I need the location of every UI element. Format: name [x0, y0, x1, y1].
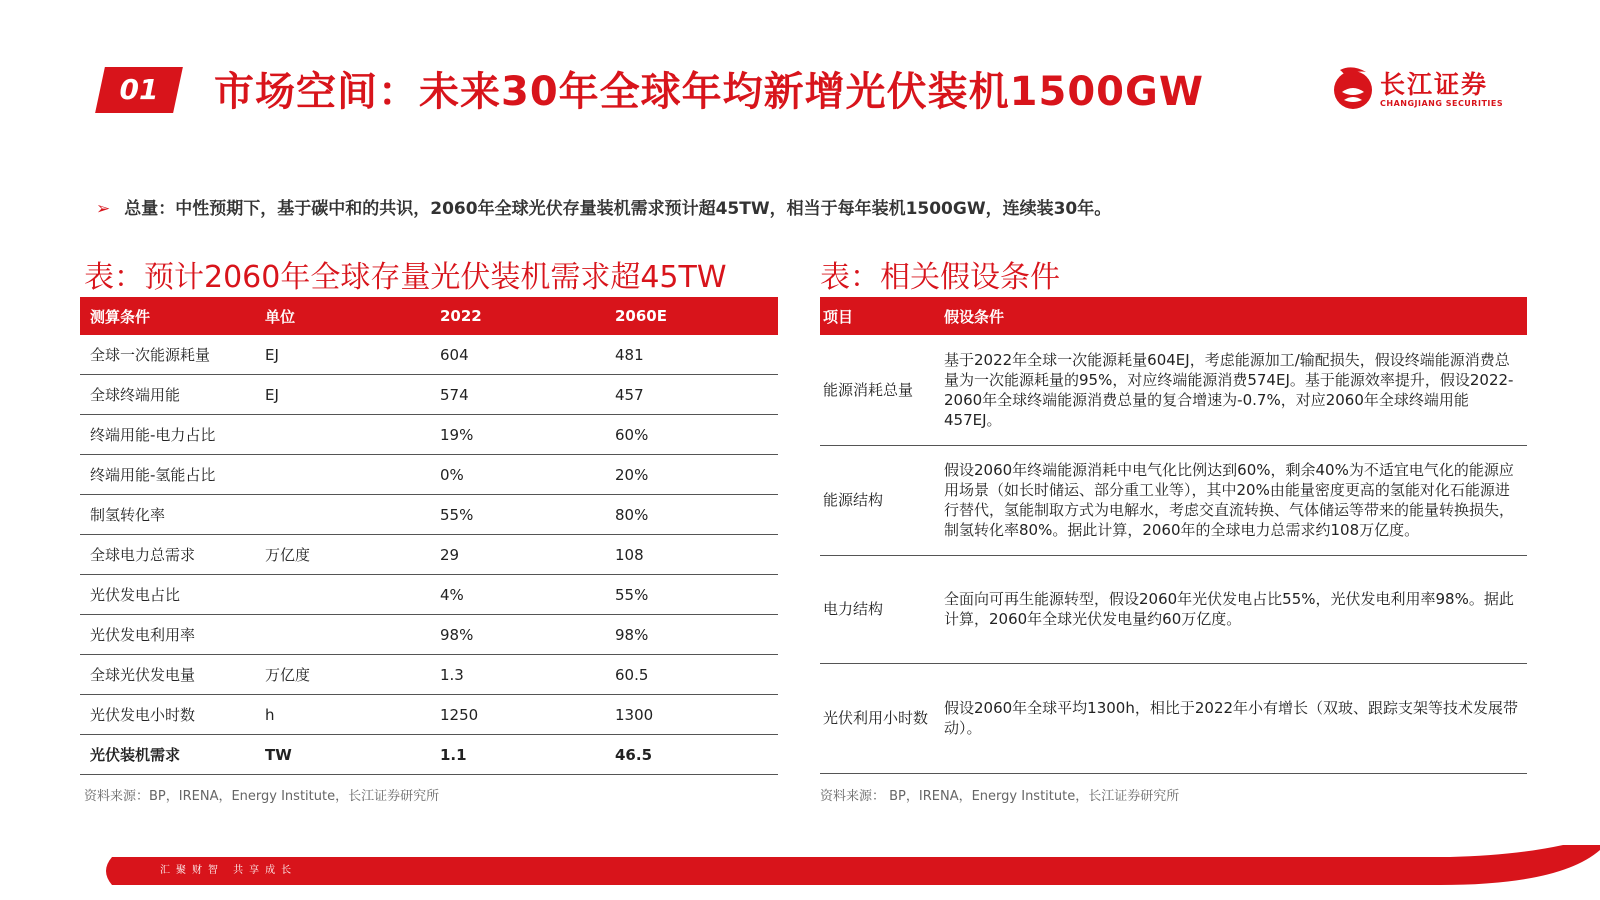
logo-text-cn: 长江证券: [1380, 70, 1489, 99]
table1-header: 2022: [430, 297, 605, 335]
table-cell: 98%: [430, 615, 605, 655]
table-row-total: [80, 735, 778, 775]
section-number: 01: [119, 73, 159, 106]
table-cell: 光伏发电占比: [80, 575, 255, 615]
table-cell: 光伏利用小时数: [820, 663, 941, 773]
table-cell: 108: [605, 535, 778, 575]
table-cell: 29: [430, 535, 605, 575]
table2-header: 项目: [820, 297, 941, 335]
page-title: 市场空间：未来30年全球年均新增光伏装机1500GW: [214, 69, 1204, 115]
table-cell: 574: [430, 375, 605, 415]
table-row: [820, 335, 1527, 445]
table-cell: 假设2060年终端能源消耗中电气化比例达到60%，剩余40%为不适宜电气化的能源应用场景（如长时储运、部分重工业等），其中20%由能量密度更高的氢能对化石能源进行替代，氢能制取方式为电解水，考虑交直流转换、气体储运等带来的能量转换损失，制氢转化率80%。据此计算，2060年的全球电力总需求约108万亿度。: [941, 445, 1527, 555]
table1-header: 测算条件: [80, 297, 255, 335]
table-cell: EJ: [255, 335, 430, 375]
table-row: [80, 415, 778, 455]
table-cell: 60%: [605, 415, 778, 455]
table-cell: [255, 495, 430, 535]
table-cell: 4%: [430, 575, 605, 615]
table-cell: 604: [430, 335, 605, 375]
table-row: [80, 375, 778, 415]
table-cell: h: [255, 695, 430, 735]
table-cell: 全球电力总需求: [80, 535, 255, 575]
table2-caption: 表：相关假设条件: [820, 260, 1060, 295]
table-cell: [255, 455, 430, 495]
table-cell: 80%: [605, 495, 778, 535]
dragon-logo-icon: [1330, 62, 1376, 112]
table-cell: 0%: [430, 455, 605, 495]
section-badge: [95, 67, 183, 113]
table-row: [80, 695, 778, 735]
table-cell: 光伏发电小时数: [80, 695, 255, 735]
table-cell: 光伏发电利用率: [80, 615, 255, 655]
table-cell: 1300: [605, 695, 778, 735]
table-cell: 万亿度: [255, 655, 430, 695]
table2: [820, 297, 1527, 774]
arrow-bullet-icon: ➢: [96, 199, 111, 219]
table-cell: 全面向可再生能源转型，假设2060年光伏发电占比55%，光伏发电利用率98%。据此计算，2060年全球光伏发电量约60万亿度。: [941, 555, 1527, 663]
table-cell: 假设2060年全球平均1300h，相比于2022年小有增长（双玻、跟踪支架等技术发展带动）。: [941, 663, 1527, 773]
table-row: [80, 455, 778, 495]
table-cell: 98%: [605, 615, 778, 655]
table-cell: 1250: [430, 695, 605, 735]
table-cell: 46.5: [605, 735, 778, 775]
table1-header: 单位: [255, 297, 430, 335]
table-cell: 能源结构: [820, 445, 941, 555]
logo-text-en: CHANGJIANG SECURITIES: [1380, 99, 1504, 108]
table-cell: 19%: [430, 415, 605, 455]
table2-header-row: [820, 297, 1527, 335]
table-cell: 能源消耗总量: [820, 335, 941, 445]
table1-source: 资料来源：BP，IRENA，Energy Institute，长江证券研究所: [84, 789, 440, 804]
table-cell: 全球一次能源耗量: [80, 335, 255, 375]
table-cell: 1.1: [430, 735, 605, 775]
table-row: [80, 495, 778, 535]
table-row: [80, 615, 778, 655]
company-logo: [1330, 62, 1520, 114]
table2-source: 资料来源： BP，IRENA，Energy Institute，长江证券研究所: [820, 789, 1180, 804]
summary-text: 总量：中性预期下，基于碳中和的共识，2060年全球光伏存量装机需求预计超45TW，相当于每年装机1500GW，连续装30年。: [124, 199, 1112, 219]
table-cell: 55%: [605, 575, 778, 615]
summary-bullet: [96, 194, 1111, 219]
table-cell: 20%: [605, 455, 778, 495]
table1-caption: 表：预计2060年全球存量光伏装机需求超45TW: [84, 260, 727, 295]
table-cell: EJ: [255, 375, 430, 415]
footer-slogan: 汇聚财智 共享成长: [160, 865, 298, 876]
table-cell: [255, 415, 430, 455]
table1-header: 2060E: [605, 297, 778, 335]
table-cell: [255, 575, 430, 615]
table-cell: 481: [605, 335, 778, 375]
table-cell: 电力结构: [820, 555, 941, 663]
table-cell: 基于2022年全球一次能源耗量604EJ，考虑能源加工/输配损失，假设终端能源消费总量为一次能源耗量的95%，对应终端能源消费574EJ。基于能源效率提升，假设2022-2060年全球终端能源消费总量的复合增速为-0.7%，对应2060年全球终端用能457EJ。: [941, 335, 1527, 445]
table-cell: 55%: [430, 495, 605, 535]
table-cell: 终端用能-电力占比: [80, 415, 255, 455]
table-cell: 1.3: [430, 655, 605, 695]
table-row: [820, 663, 1527, 773]
table-row: [820, 445, 1527, 555]
table-cell: TW: [255, 735, 430, 775]
table-row: [820, 555, 1527, 663]
table-cell: 全球终端用能: [80, 375, 255, 415]
table-cell: 457: [605, 375, 778, 415]
table-cell: 60.5: [605, 655, 778, 695]
table-cell: 万亿度: [255, 535, 430, 575]
table-cell: [255, 615, 430, 655]
table-cell: 制氢转化率: [80, 495, 255, 535]
table-cell: 终端用能-氢能占比: [80, 455, 255, 495]
table1: [80, 297, 778, 775]
table-cell: 光伏装机需求: [80, 735, 255, 775]
table-row: [80, 535, 778, 575]
table-row: [80, 655, 778, 695]
table2-header: 假设条件: [941, 297, 1527, 335]
table-row: [80, 575, 778, 615]
table1-header-row: [80, 297, 778, 335]
table-cell: 全球光伏发电量: [80, 655, 255, 695]
table-row: [80, 335, 778, 375]
